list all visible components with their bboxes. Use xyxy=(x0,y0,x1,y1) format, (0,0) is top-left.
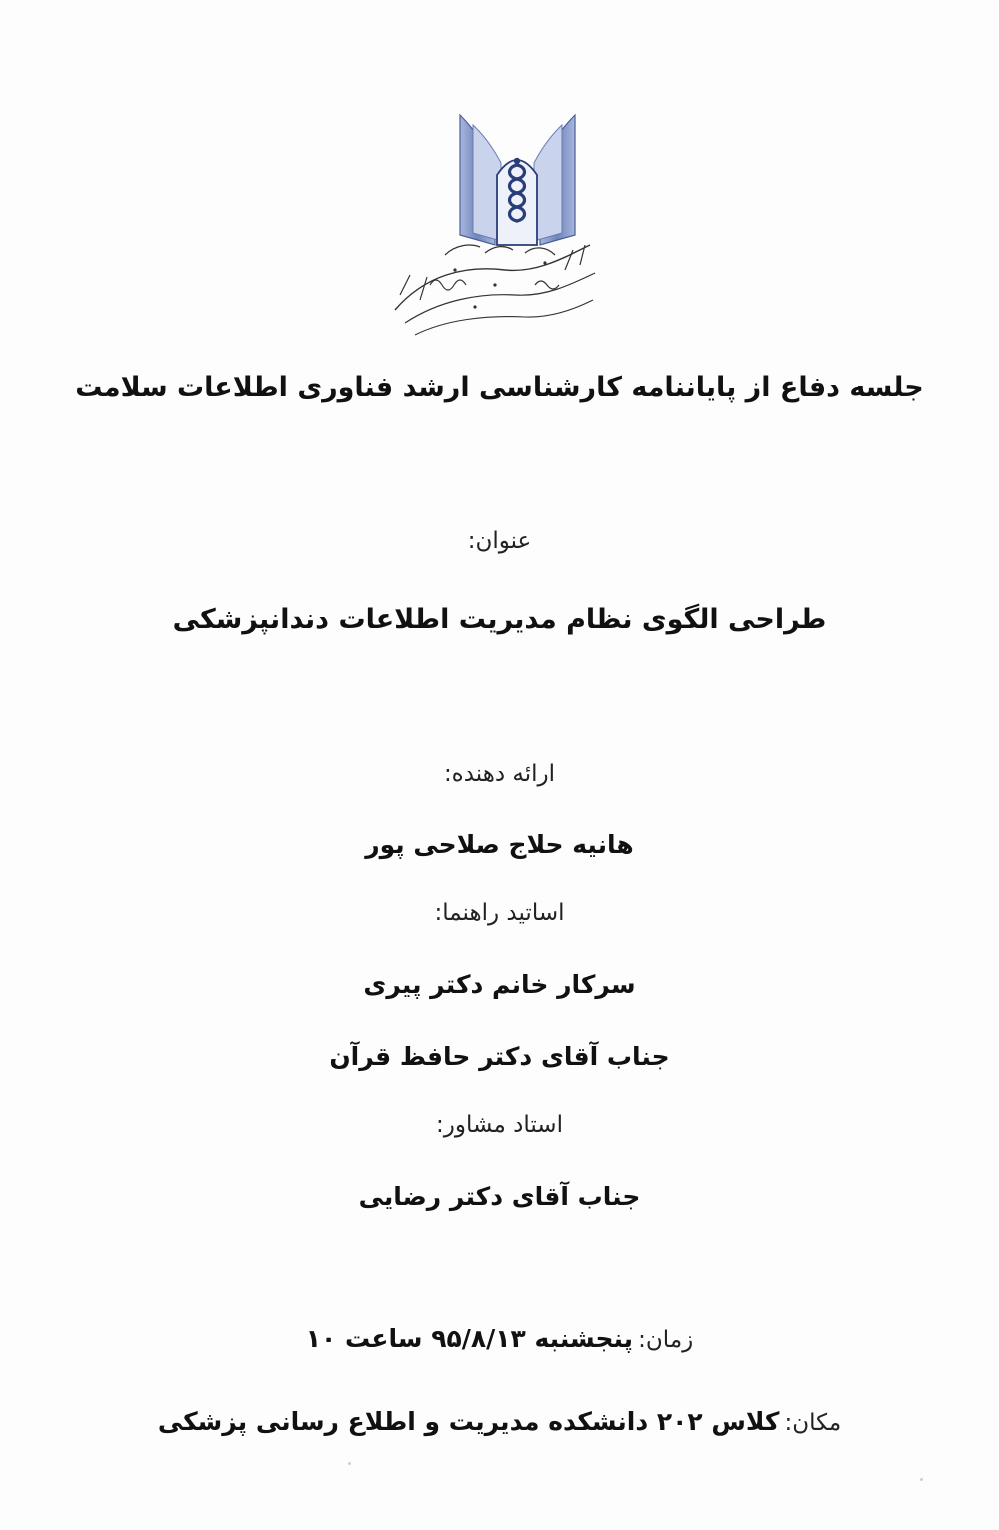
defense-session-heading: جلسه دفاع از پایاننامه کارشناسی ارشد فناوری اطلاعات سلامت xyxy=(75,372,924,403)
time-label: زمان: xyxy=(638,1327,694,1353)
presenter-label: ارائه دهنده: xyxy=(443,761,556,787)
scan-speck xyxy=(348,1462,351,1465)
session-location xyxy=(0,1407,999,1436)
time-value: پنجشنبه ۹۵/۸/۱۳ ساعت ۱۰ xyxy=(305,1324,634,1353)
scan-speck xyxy=(920,1478,923,1481)
session-time xyxy=(0,1324,999,1353)
supervisor-name: سرکار خانم دکتر پیری xyxy=(363,970,636,999)
advisor-label: استاد مشاور: xyxy=(436,1112,563,1138)
supervisor-name: جناب آقای دکتر حافظ قرآن xyxy=(329,1042,670,1071)
thesis-title: طراحی الگوی نظام مدیریت اطلاعات دندانپزشکی xyxy=(172,604,827,635)
title-label: عنوان: xyxy=(467,528,532,554)
supervisors-label: اساتید راهنما: xyxy=(434,900,565,926)
location-value: کلاس ۲۰۲ دانشکده مدیریت و اطلاع رسانی پزشکی xyxy=(157,1407,780,1436)
advisor-name: جناب آقای دکتر رضایی xyxy=(358,1182,641,1211)
location-label: مکان: xyxy=(784,1410,842,1436)
university-logo xyxy=(385,95,600,345)
presenter-name: هانیه حلاج صلاحی پور xyxy=(365,830,634,859)
